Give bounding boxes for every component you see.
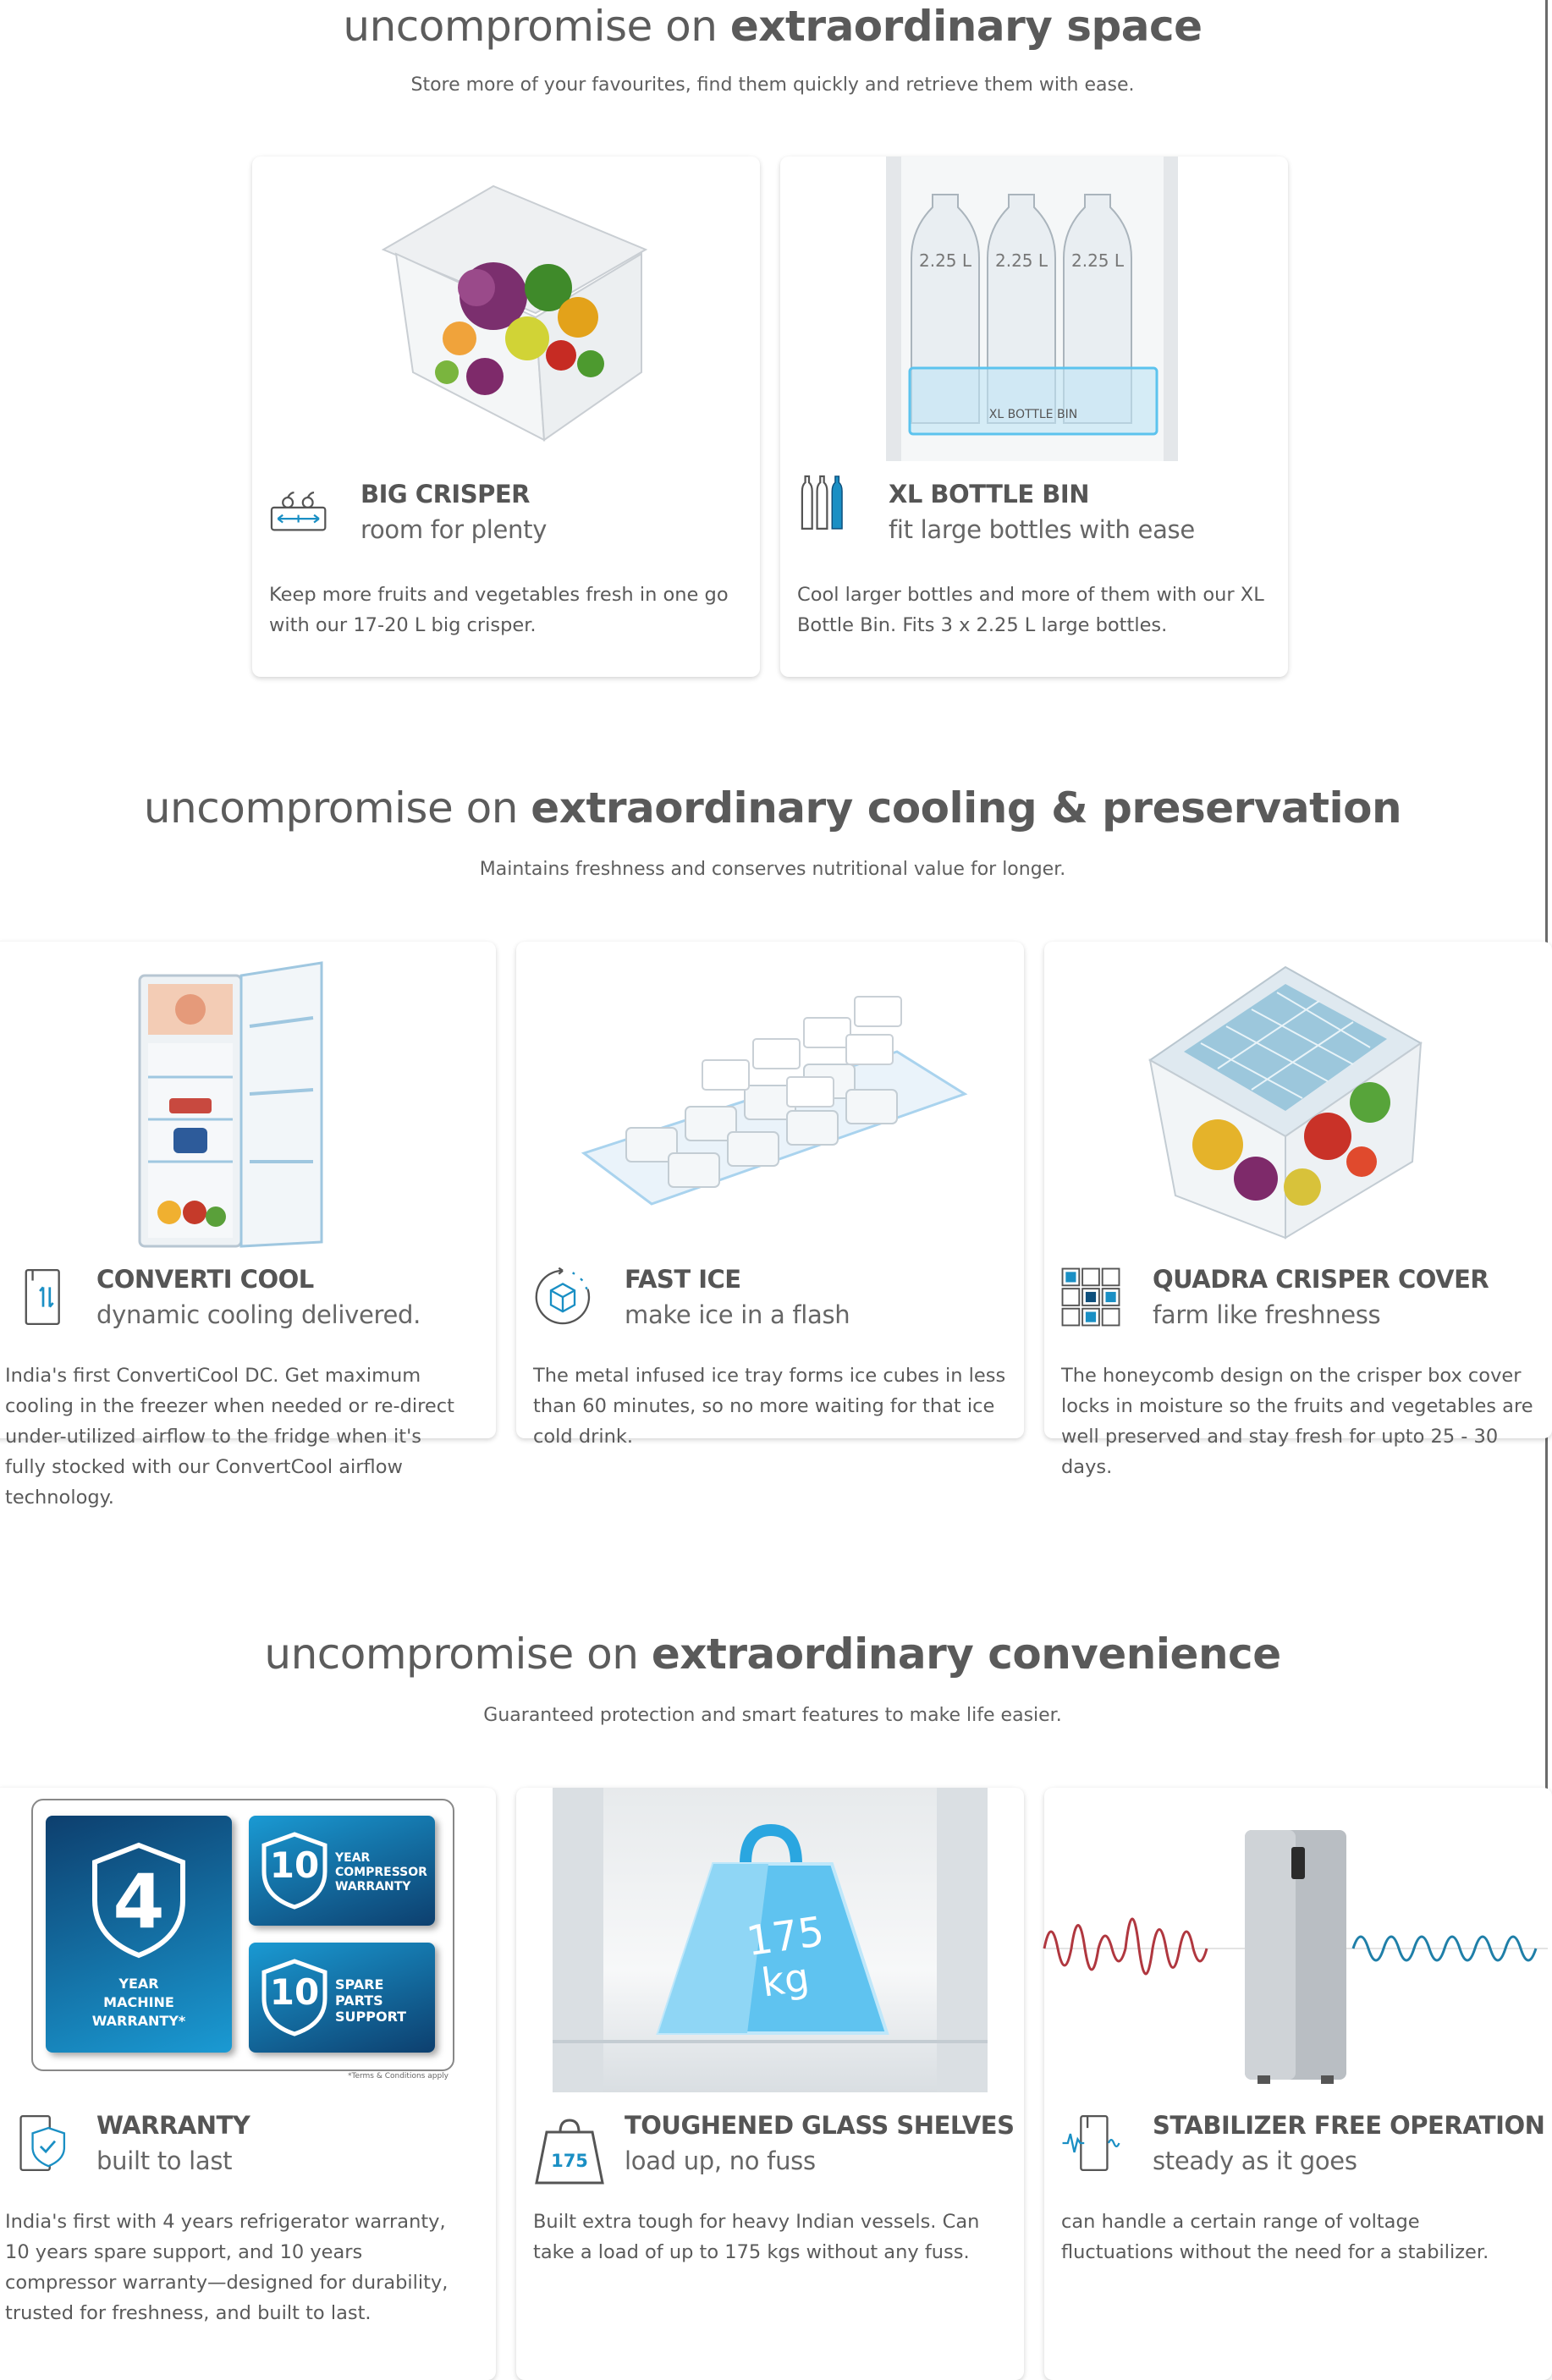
bottle-label: 2.25 L xyxy=(918,250,972,271)
feature-description: The honeycomb design on the crisper box cover locks in moisture so the fruits and vegetables are well preserved and stay fresh for upto 25 - 30 days. xyxy=(1061,1365,1533,1478)
feature-title: XL BOTTLE BIN xyxy=(889,480,1089,508)
terms-note: *Terms & Conditions apply xyxy=(347,2072,449,2080)
warranty-big-number: 4 xyxy=(113,1858,165,1945)
spare-number: 10 xyxy=(269,1971,320,2013)
bottle-label: 2.25 L xyxy=(1070,250,1125,271)
warranty-spare-parts-tile xyxy=(249,1943,435,2053)
shield-check-icon xyxy=(14,2113,73,2173)
feature-description: Cool larger bottles and more of them with our XL Bottle Bin. Fits 3 x 2.25 L large bottles. xyxy=(797,584,1264,636)
section-space xyxy=(0,0,1545,694)
feature-subtitle: fit large bottles with ease xyxy=(889,515,1195,544)
voltage-wave-icon xyxy=(1061,2113,1120,2173)
weight-value: 175 xyxy=(743,1907,828,1966)
section-convenience xyxy=(0,1608,1545,2366)
crisper-image xyxy=(349,169,671,457)
feature-title: WARRANTY xyxy=(96,2111,250,2140)
feature-description: Built extra tough for heavy Indian vessels. Can take a load of up to 175 kgs without any fuss. xyxy=(533,2211,980,2263)
ice-tray-image xyxy=(575,984,973,1221)
spare-caption: SPARE PARTS SUPPORT xyxy=(335,1976,407,2025)
feature-card-big-crisper xyxy=(252,157,760,677)
section-subtitle: Guaranteed protection and smart features to make life easier. xyxy=(483,1705,1062,1726)
section-cooling xyxy=(0,761,1545,1540)
compressor-number: 10 xyxy=(269,1844,320,1886)
section-subtitle: Maintains freshness and conserves nutritional value for longer. xyxy=(479,859,1066,880)
feature-card-toughened-glass-shelves xyxy=(516,1788,1024,2380)
honeycomb-grid-icon xyxy=(1061,1267,1120,1327)
feature-subtitle: make ice in a flash xyxy=(625,1300,850,1329)
feature-subtitle: room for plenty xyxy=(360,515,548,544)
feature-title: FAST ICE xyxy=(625,1265,741,1294)
feature-description: can handle a certain range of voltage fluctuations without the need for a stabilizer. xyxy=(1061,2211,1489,2263)
feature-subtitle: farm like freshness xyxy=(1153,1300,1381,1329)
voltage-fridge-image xyxy=(1044,1805,1548,2092)
section-subtitle: Store more of your favourites, find them quickly and retrieve them with ease. xyxy=(410,74,1135,96)
warranty-4-year-tile xyxy=(46,1816,232,2053)
refrigerator-open-image xyxy=(131,959,334,1250)
feature-card-quadra-crisper-cover xyxy=(1044,942,1552,1478)
feature-title: QUADRA CRISPER COVER xyxy=(1153,1265,1489,1294)
convert-cool-icon xyxy=(14,1267,73,1327)
warranty-big-caption: YEAR MACHINE WARRANTY* xyxy=(91,1976,186,2029)
section-title: uncompromise on extraordinary convenience xyxy=(264,1630,1281,1679)
ice-cube-timer-icon xyxy=(533,1267,592,1327)
feature-title: CONVERTI COOL xyxy=(96,1265,314,1294)
bottle-label: 2.25 L xyxy=(994,250,1048,271)
bottle-bin-image xyxy=(886,157,1178,461)
feature-description: The metal infused ice tray forms ice cubes in less than 60 minutes, so no more waiting for that ice cold drink. xyxy=(533,1365,1006,1448)
section-title: uncompromise on extraordinary space xyxy=(343,2,1203,51)
compressor-caption: YEAR COMPRESSOR WARRANTY xyxy=(335,1851,427,1894)
crisper-cover-image xyxy=(1133,950,1438,1246)
feature-card-converti-cool xyxy=(0,942,496,1509)
warranty-compressor-tile xyxy=(249,1816,435,1926)
section-title: uncompromise on extraordinary cooling & preservation xyxy=(143,783,1402,833)
feature-description: India's first with 4 years refrigerator warranty, 10 years spare support, and 10 years compressor warranty—designed for durability, trusted for freshness, and built to last. xyxy=(5,2211,449,2324)
feature-card-fast-ice xyxy=(516,942,1024,1448)
feature-description: India's first ConvertiCool DC. Get maximum cooling in the freezer when needed or re-direct under-utilized airflow to the fridge when it's fully stocked with our ConvertCool airflow technology. xyxy=(5,1365,454,1509)
feature-card-warranty xyxy=(0,1788,496,2380)
bin-label: XL BOTTLE BIN xyxy=(988,408,1078,421)
weight-175-icon: 175 xyxy=(533,2113,606,2186)
feature-subtitle: dynamic cooling delivered. xyxy=(96,1300,421,1329)
feature-title: BIG CRISPER xyxy=(360,480,530,508)
feature-description: Keep more fruits and vegetables fresh in one go with our 17-20 L big crisper. xyxy=(269,584,729,636)
feature-subtitle: built to last xyxy=(96,2146,233,2175)
weight-unit: kg xyxy=(758,1954,812,2006)
shelf-weight-image xyxy=(553,1788,988,2092)
feature-title: TOUGHENED GLASS SHELVES xyxy=(625,2111,1015,2140)
feature-card-stabilizer-free-operation xyxy=(1044,1788,1552,2380)
feature-subtitle: load up, no fuss xyxy=(625,2146,816,2175)
feature-subtitle: steady as it goes xyxy=(1153,2146,1357,2175)
crisper-box-icon xyxy=(269,482,328,541)
bottles-icon xyxy=(797,474,856,533)
feature-title: STABILIZER FREE OPERATION xyxy=(1153,2111,1545,2140)
feature-card-xl-bottle-bin xyxy=(780,157,1288,677)
